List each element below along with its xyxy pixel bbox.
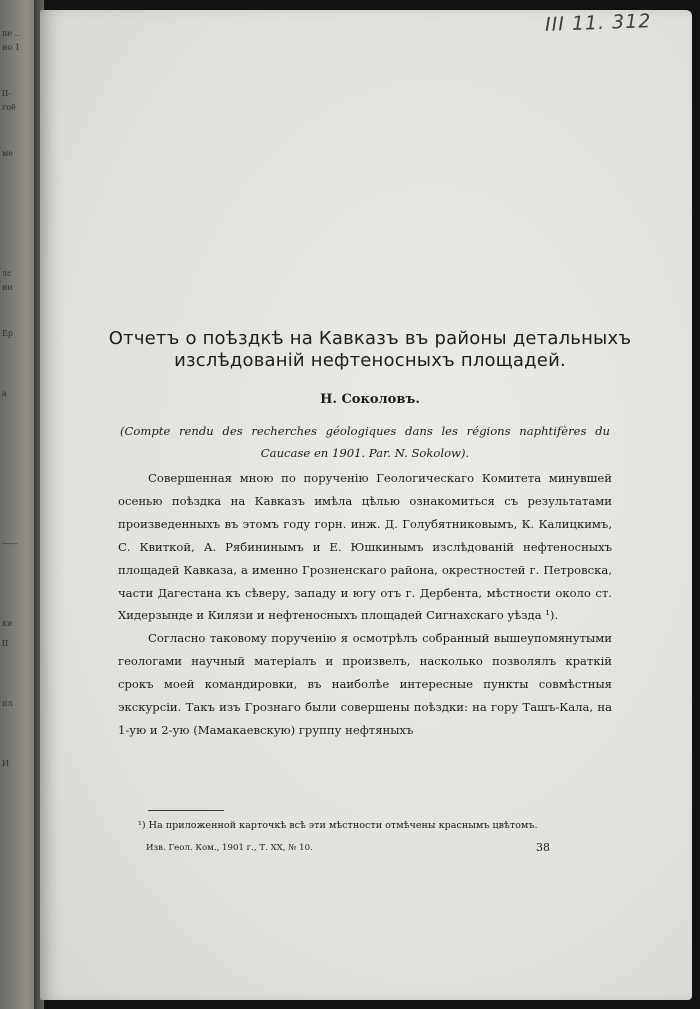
running-footer: Изв. Геол. Ком., 1901 г., Т. XX, № 10. [146, 843, 313, 853]
author-name: Н. Соколовъ. [320, 392, 420, 407]
pencil-shelfmark: III 11. 312 [544, 10, 652, 36]
document-page [40, 10, 692, 1000]
article-body [118, 467, 612, 742]
french-subtitle: (Compte rendu des recherches géologiques dans les régions naphtifères du Caucase en 1901. Par. N. Sokolow). [120, 424, 610, 460]
previous-page-edge: пе .. но 1 ІІ- гоё ме лс ни Ер а —— ки ІІ пл И [0, 0, 44, 1009]
footnote-rule [148, 810, 224, 811]
body-paragraph: Совершенная мною по порученію Геологическаго Комитета минувшей осенью поѣздка на Кавказъ имѣла цѣлью ознакомиться съ результатами произведенныхъ въ этомъ году горн. инж. Д. Голубятниковымъ, К. Калицкимъ, С. Квиткой, А. Рябининымъ и Е. Юшкинымъ изслѣдованій нефтеносныхъ площадей Кавказа, а именно Грозненскаго района, окрестностей г. Петровска, части Дагестана къ сѣверу, западу и югу отъ г. Дербента, мѣстности около ст. Хидерзынде и Килязи и нефтеносныхъ площадей Сигнахскаго уѣзда ¹). [118, 471, 612, 623]
body-paragraph: Согласно таковому порученію я осмотрѣлъ собранный вышеупомянутыми геологами научный матеріалъ и произвелъ, насколько позволялъ краткій срокъ моей командировки, въ наиболѣе интересные пункты совмѣстныя экскурсіи. Такъ изъ Грознаго были совершены поѣздки: на гору Ташъ-Кала, на 1-ую и 2-ую (Мамакаевскую) группу нефтяныхъ [118, 631, 612, 737]
article-title: Отчетъ о поѣздкѣ на Кавказъ въ районы детальныхъ изслѣдованій нефтеносныхъ площадей. [108, 328, 632, 371]
page-number: 38 [536, 841, 550, 854]
footnote: ¹) На приложенной карточкѣ всѣ эти мѣстности отмѣчены краснымъ цвѣтомъ. [138, 820, 538, 831]
